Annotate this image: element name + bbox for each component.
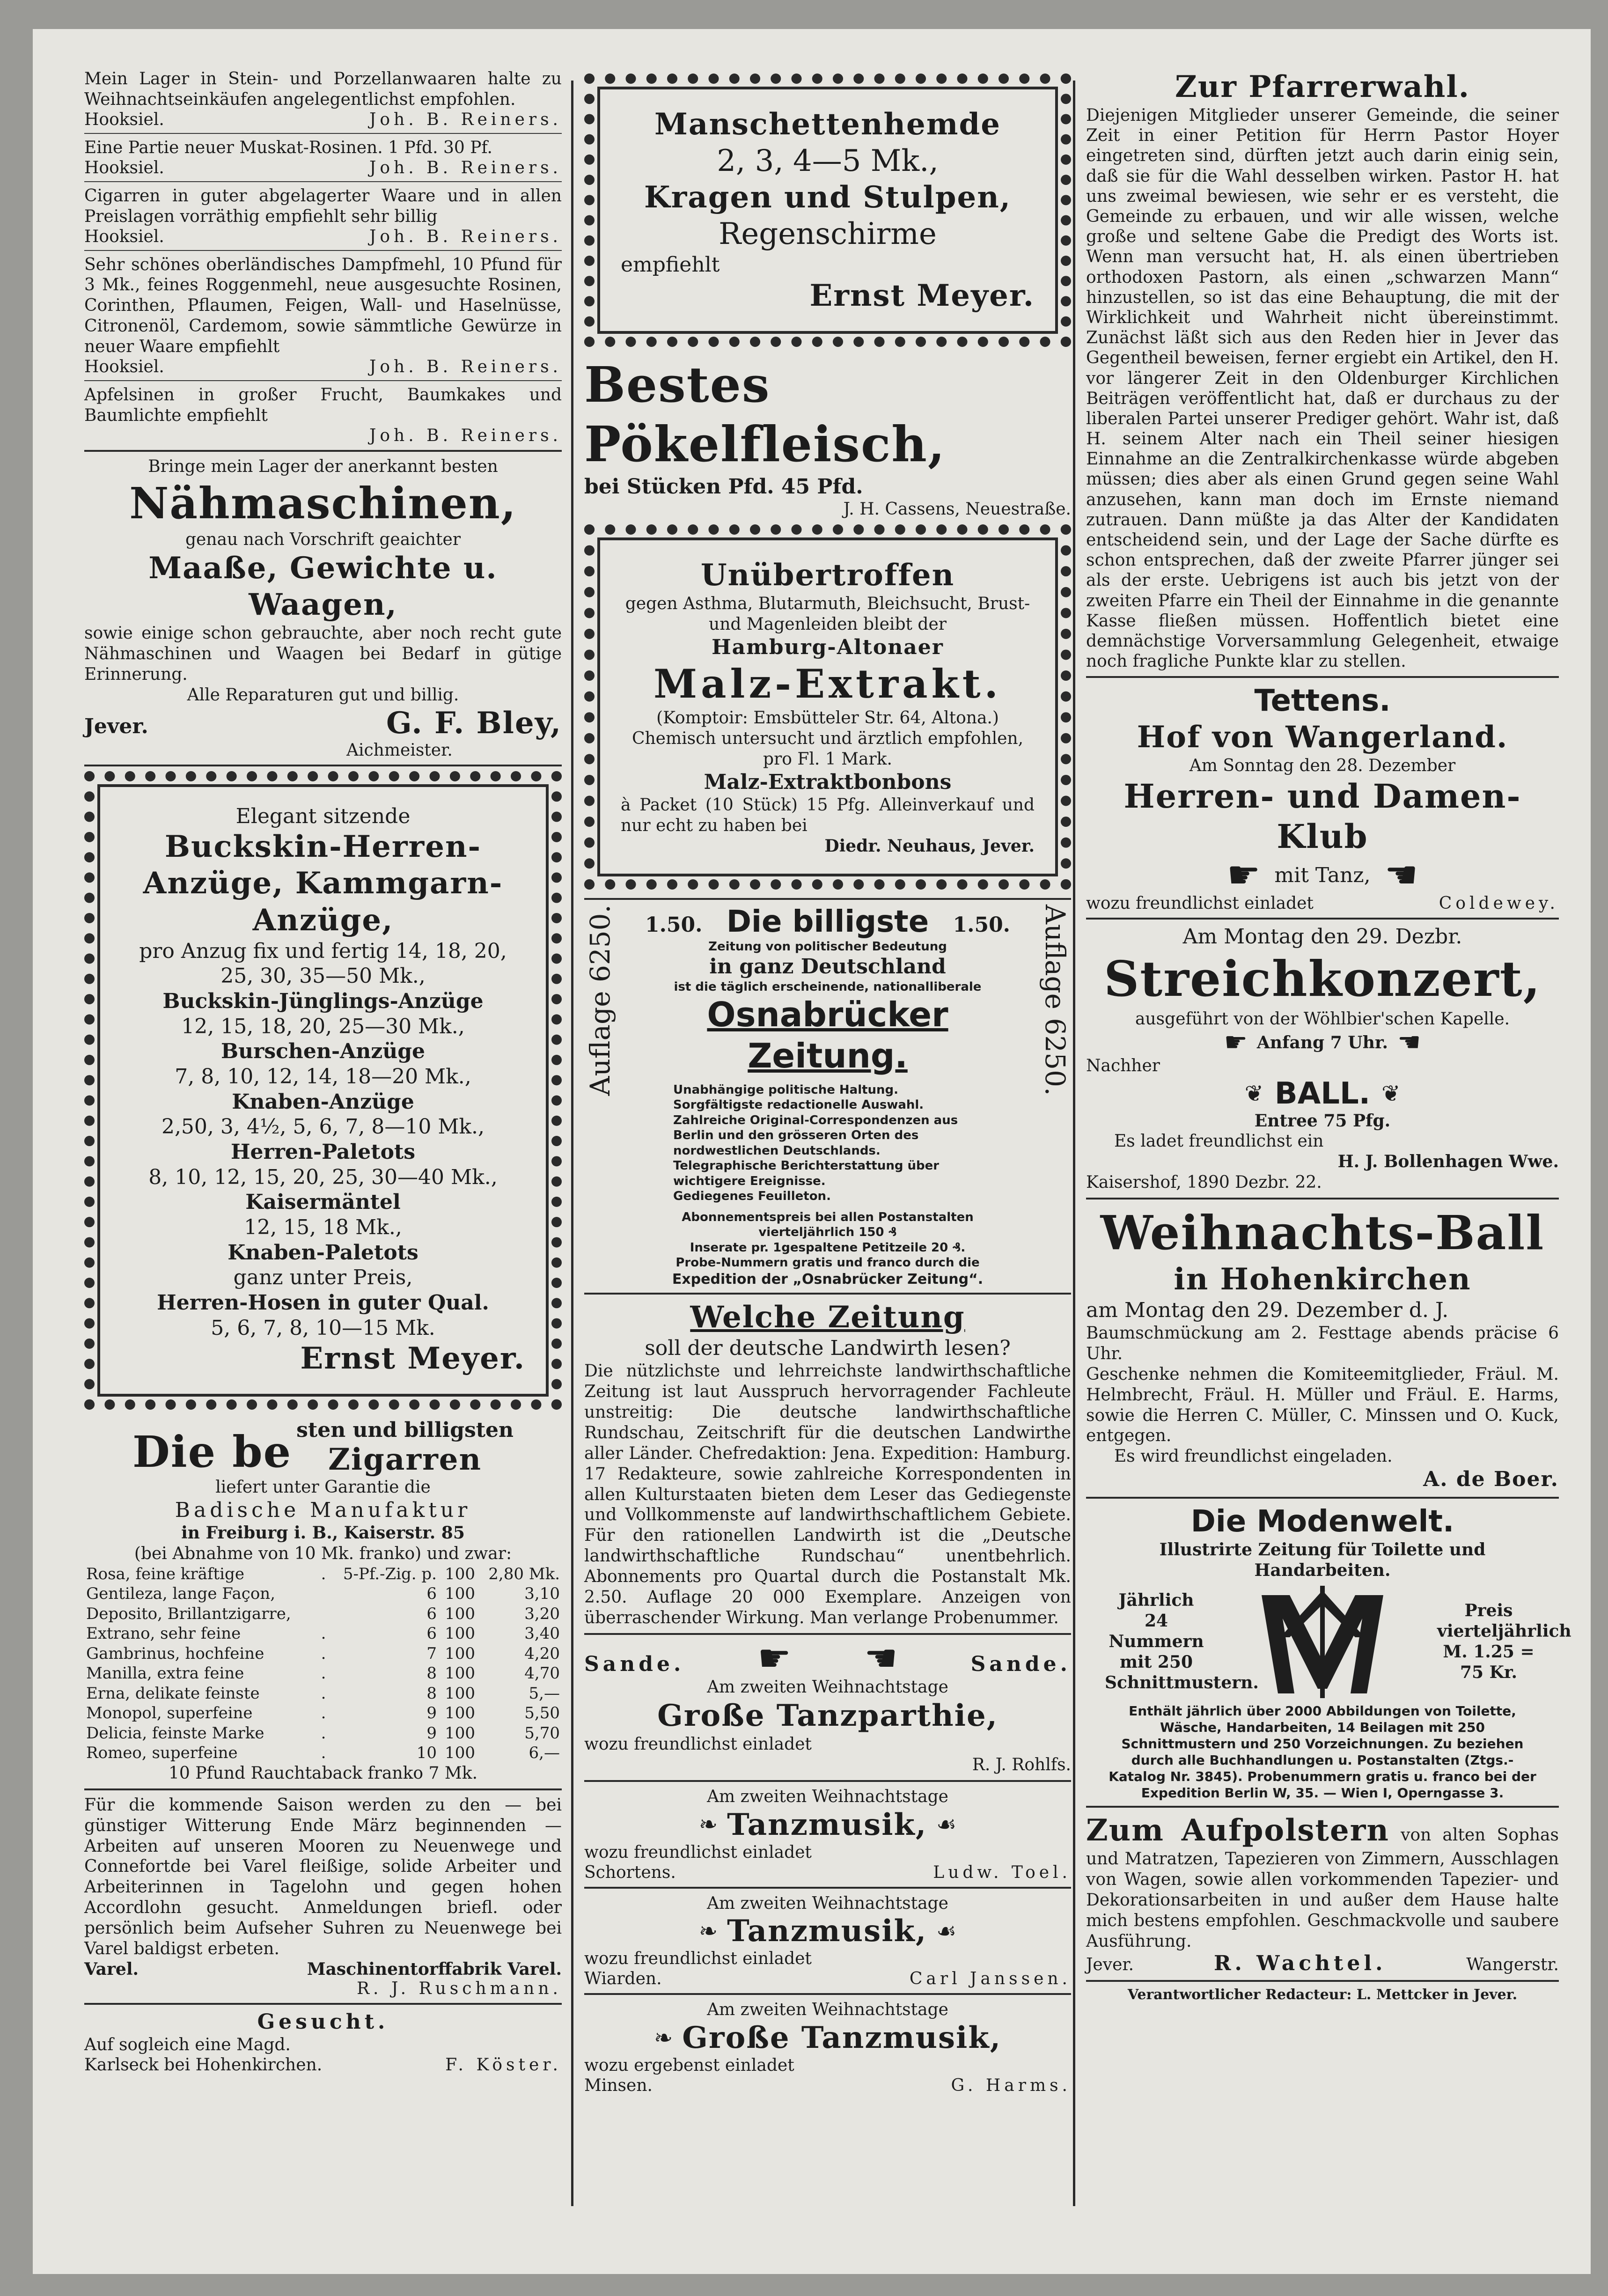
ad-subhead: Malz-Extraktbonbons bbox=[704, 770, 952, 795]
ad-headline: Bestes Pökelfleisch, bbox=[584, 356, 946, 473]
ad-place: Sande. bbox=[584, 1652, 685, 1676]
cigar-price-table bbox=[84, 1564, 562, 1763]
table-cell bbox=[319, 1604, 329, 1624]
ad-place: Varel. bbox=[84, 1959, 139, 1979]
divider bbox=[84, 450, 562, 452]
table-cell: Delicia, feinste Marke bbox=[86, 1723, 264, 1743]
ad-place: Minsen. bbox=[584, 2076, 653, 2096]
ad-signature: A. de Boer. bbox=[1423, 1467, 1559, 1492]
ad-note: Alle Reparaturen gut und billig. bbox=[187, 685, 459, 705]
table-cell: 10 bbox=[416, 1744, 437, 1763]
table-cell: 7 bbox=[426, 1644, 437, 1663]
pointing-hand-left-icon: ☚ bbox=[1397, 1027, 1421, 1058]
ad-intro: Elegant sitzende bbox=[235, 804, 411, 828]
ad-place: Hooksiel. bbox=[84, 158, 164, 177]
ad-line: (bei Abnahme von 10 Mk. franko) und zwar: bbox=[134, 1544, 512, 1563]
ornament-flourish-icon: ❦ bbox=[1381, 1080, 1401, 1107]
ad-headline: Zum Aufpolstern bbox=[1086, 1812, 1389, 1848]
ad-text: (Komptoir: Emsbütteler Str. 64, Altona.) Chemisch untersucht und ärztlich empfohlen, pro Fl. 1 Mark. bbox=[631, 708, 1024, 769]
ornament-flourish-icon: ☙ bbox=[936, 1811, 957, 1838]
ad-headline-part: Zigarren bbox=[328, 1442, 482, 1478]
table-cell: 100 bbox=[445, 1664, 476, 1683]
ad-place: Jever. bbox=[84, 714, 148, 738]
table-cell: 100 bbox=[445, 1744, 476, 1763]
ad-minsen-dance bbox=[584, 2000, 1071, 2095]
ad-line: am Montag den 29. Dezember d. J. bbox=[1086, 1298, 1449, 1323]
ad-masthead: Osnabrücker Zeitung. bbox=[707, 995, 948, 1076]
ad-prices: 8, 10, 12, 15, 20, 25, 30—40 Mk., bbox=[148, 1165, 498, 1189]
ad-schortens-dance bbox=[584, 1787, 1071, 1882]
table-cell: 100 bbox=[445, 1604, 476, 1623]
ad-bullet: Unabhängige politische Haltung. bbox=[673, 1082, 899, 1097]
divider bbox=[1086, 1497, 1559, 1499]
ad-place: Schortens. bbox=[584, 1862, 676, 1882]
table-cell: 5,50 bbox=[524, 1704, 560, 1723]
ad-sande-dance bbox=[584, 1636, 1071, 1775]
table-row bbox=[84, 1723, 562, 1744]
ad-subhead: BALL. bbox=[1274, 1076, 1371, 1111]
ad-subline: genau nach Vorschrift geaichter bbox=[185, 530, 461, 550]
ad-line: Am zweiten Weihnachtstage bbox=[707, 1677, 948, 1697]
ad-peat-factory bbox=[84, 1795, 562, 1998]
table-cell: Extrano, sehr feine bbox=[86, 1624, 241, 1643]
ad-text: Cigarren in guter abgelagerter Waare und in allen Preislagen vorräthig empfiehlt sehr billig bbox=[84, 186, 562, 226]
ad-signature: Ludw. Toel. bbox=[933, 1862, 1071, 1882]
ad-signature: Coldewey. bbox=[1439, 894, 1559, 913]
ad-headline: Hof von Wangerland. bbox=[1137, 720, 1508, 755]
ad-headline: Weihnachts-Ball bbox=[1100, 1205, 1545, 1261]
ad-headline: Tanzmusik, bbox=[727, 1807, 927, 1842]
table-cell: Gambrinus, hochfeine bbox=[86, 1644, 264, 1663]
table-cell: 100 bbox=[445, 1564, 476, 1583]
table-cell: . bbox=[321, 1684, 326, 1703]
table-cell: 100 bbox=[445, 1644, 476, 1663]
ad-signature: Joh. B. Reiners. bbox=[369, 357, 562, 377]
editor-footer: Verantwortlicher Redacteur: L. Mettcker in Jever. bbox=[1127, 1987, 1518, 2003]
ad-headline: Buckskin-Herren- bbox=[164, 829, 482, 865]
divider bbox=[84, 765, 562, 766]
ad-subhead: Illustrirte Zeitung für Toilette und Handarbeiten. bbox=[1159, 1540, 1486, 1580]
ad-headline: Die billigste bbox=[726, 904, 929, 939]
ad-prices: 7, 8, 10, 12, 14, 18—20 Mk., bbox=[175, 1064, 471, 1089]
ad-landwirth-zeitung bbox=[584, 1299, 1071, 1628]
ad-text: Mein Lager in Stein- und Porzellanwaaren halte zu Weihnachtseinkäufen angelegentlichst empfohlen. bbox=[84, 69, 562, 109]
ad-headline: Große Tanzmusik, bbox=[682, 2020, 1001, 2056]
ad-place: Hooksiel. bbox=[84, 227, 164, 246]
table-cell: 9 bbox=[426, 1723, 437, 1743]
ad-headline: Die be bbox=[132, 1427, 292, 1478]
ad-menswear-box bbox=[84, 771, 562, 1410]
table-cell: 9 bbox=[426, 1704, 437, 1723]
ad-signature: F. Köster. bbox=[445, 2055, 562, 2075]
ad-prices: 5, 6, 7, 8, 10—15 Mk. bbox=[211, 1316, 435, 1340]
divider bbox=[84, 133, 562, 134]
table-cell: Gentileza, lange Façon, bbox=[86, 1584, 276, 1604]
ad-modenwelt bbox=[1086, 1503, 1571, 1801]
table-cell: . bbox=[321, 1664, 326, 1683]
ad-place: Hooksiel. bbox=[84, 110, 164, 129]
ad-lead: wozu freundlichst einladet bbox=[1086, 894, 1314, 913]
ad-signature: Joh. B. Reiners. bbox=[369, 110, 562, 129]
article-text: Diejenigen Mitglieder unserer Gemeinde, die seiner Zeit in einer Petition für Herrn Pastor Hoyer eingetreten sind, dürften jetzt auch darin einig sein, daß sie für die Wahl desselben wirken. Pastor H. hat uns zweimal bewiesen, wie sehr er es versteht, die Gemeinde zu erbauen, und wir alle wissen, welche große und seltene Gabe die Predigt des Worts ist. Wenn man versucht hat, H. als einen übertrieben orthodoxen Pastorn, als einen „schwarzen Mann“ hinzustellen, so ist das eine Behauptung, die mit der Wirklichkeit und Wahrheit nicht übereinstimmt. Zunächst läßt sich aus den Reden hier in Jever das Gegentheil beweisen, ferner ergiebt ein Artikel, den H. vor längerer Zeit in den Oldenburger Kirchlichen Beiträgen veröffentlicht hat, daß er durchaus zu der liberalen Partei unserer Prediger gehört. Wahr ist, daß H. seinem Alter nach ein Theil seiner hiesigen Einnahme an die Zentralkirchenkasse würde abgeben müssen; dies aber als einen Grund gegen seine Wahl anzusehen, kann man doch im Ernste niemand zutrauen. Dann müßte ja das Alter der Kandidaten entscheidend sein, und der Lage der Sache dürfte es schon entsprechen, daß der zweite Pfarrer jünger sei als der erste. Uebrigens ist auch bis jetzt von der zweiten Pfarre ein Theil der Einnahme in die genannte Kasse fließen müssen. Hoffentlich bietet eine demnächstige Vorversammlung Gelegenheit, etwaige noch fragliche Punkte klar zu stellen. bbox=[1086, 106, 1559, 671]
column-rule bbox=[1073, 81, 1075, 2206]
ad-signature: Diedr. Neuhaus, Jever. bbox=[824, 836, 1035, 856]
table-cell: 2,80 Mk. bbox=[488, 1564, 560, 1583]
divider bbox=[584, 1293, 1071, 1295]
ad-lead: wozu freundlichst einladet bbox=[584, 1842, 812, 1862]
ad-subhead: Herren-Hosen in guter Qual. bbox=[157, 1291, 489, 1315]
ad-firm: Maschinentorffabrik Varel. bbox=[307, 1959, 562, 1979]
ad-subhead: Burschen-Anzüge bbox=[220, 1039, 426, 1064]
ad-line: Badische Manufaktur bbox=[175, 1498, 471, 1523]
ad-line: Entree 75 Pfg. bbox=[1254, 1111, 1391, 1131]
ad-intro: Bringe mein Lager der anerkannt besten bbox=[148, 456, 498, 476]
table-cell: 8 bbox=[426, 1684, 437, 1703]
ad-headline: Tanzmusik, bbox=[727, 1913, 927, 1949]
table-row bbox=[84, 1584, 562, 1604]
ad-line: in Freiburg i. B., Kaiserstr. 85 bbox=[181, 1523, 465, 1543]
ad-headline: Anzüge, Kammgarn- bbox=[143, 866, 503, 901]
table-cell: . bbox=[321, 1704, 326, 1723]
ad-headline: Welche Zeitung bbox=[690, 1300, 965, 1335]
ad-signature: R. Wachtel. bbox=[1213, 1951, 1387, 1976]
ad-lead: empfiehlt bbox=[621, 253, 720, 277]
ad-line: Am zweiten Weihnachtstage bbox=[707, 2000, 948, 2020]
ad-headline: Unübertroffen bbox=[700, 558, 955, 593]
divider bbox=[84, 250, 562, 251]
table-cell: 100 bbox=[445, 1684, 476, 1703]
ad-signature: Ernst Meyer. bbox=[809, 278, 1035, 313]
divider bbox=[1086, 1806, 1559, 1808]
table-cell: Monopol, superfeine bbox=[86, 1704, 253, 1723]
ad-subhead: Knaben-Anzüge bbox=[232, 1089, 414, 1114]
table-cell: 3,10 bbox=[524, 1584, 560, 1604]
ad-place: Kaisershof, 1890 Dezbr. 22. bbox=[1086, 1173, 1322, 1192]
ad-line: Abonnementspreis bei allen Postanstalten vierteljährlich 150 ₰ bbox=[682, 1210, 974, 1240]
column-3 bbox=[1086, 69, 1571, 2004]
ad-place: Sande. bbox=[970, 1652, 1071, 1676]
table-row bbox=[84, 1624, 562, 1644]
pointing-hand-right-icon: ☛ bbox=[757, 1636, 792, 1680]
ad-maid-wanted bbox=[84, 2009, 562, 2075]
table-cell: 5-Pf.-Zig. p. bbox=[343, 1564, 437, 1583]
ad-text: Die nützlichste und lehrreichste landwirthschaftliche Zeitung ist laut Ausspruch hervorragender Fachleute unstreitig: Die deutsche landwirthschaftliche Rundschau, Zeitschrift für die deutschen Landwirthe aller Länder. Chefredaktion: Jena. Expedition: Hamburg. 17 Redakteure, sowie zahlreiche Korrespondenten in allen Kulturstaaten bieten dem Leser das Gediegenste und Vollkommenste auf landwirthschaftlichem Gebiete. Für den rationellen Landwirth ist die „Deutsche landwirthschaftliche Rundschau“ unentbehrlich. Abonnements pro Quartal durch die Postanstalt Mk. 2.50. Auflage 20 000 Exemplare. Anzeigen von überraschender Wirkung. Man verlange Probenummer. bbox=[584, 1361, 1071, 1627]
table-row bbox=[84, 1644, 562, 1664]
ad-raisins bbox=[84, 138, 562, 177]
divider bbox=[584, 1993, 1071, 1995]
ad-headline: Manschettenhemde bbox=[654, 107, 1001, 142]
ad-subhead: in ganz Deutschland bbox=[709, 955, 946, 979]
ad-text: Enthält jährlich über 2000 Abbildungen von Toilette, Wäsche, Handarbeiten, 14 Beilagen mit 250 Schnittmustern und 250 Vorzeichnungen. Zu beziehen durch alle Buchhandlungen u. Postanstalten (Ztgs.-Katalog Nr. 3845). Probenummern gratis u. franco bei der Expedition Berlin W, 35. — Wien I, Operngasse 3. bbox=[1109, 1703, 1536, 1801]
ad-prices: 12, 15, 18, 20, 25—30 Mk., bbox=[181, 1014, 465, 1038]
column-1 bbox=[84, 69, 562, 2075]
ad-headline: Gesucht. bbox=[257, 2009, 389, 2034]
ad-shirts-box bbox=[584, 74, 1071, 347]
ad-line: Inserate pr. 1gespaltene Petitzeile 20 ₰. bbox=[690, 1240, 966, 1255]
ad-bullet: Gediegenes Feuilleton. bbox=[673, 1189, 831, 1204]
ad-string-concert bbox=[1086, 924, 1559, 1193]
ornament-flourish-icon: ❧ bbox=[698, 1811, 718, 1838]
ad-subhead: Regenschirme bbox=[719, 217, 937, 252]
divider bbox=[1086, 676, 1559, 678]
ad-subhead: Malz-Extrakt. bbox=[653, 660, 1002, 707]
ad-signature: Joh. B. Reiners. bbox=[369, 426, 562, 445]
ad-text: Geschenke nehmen die Komiteemitglieder, Fräul. M. Helmbrecht, Fräul. H. Müller und Fräul. E. Harms, sowie die Herren C. Müller, C. Minssen und O. Kuck, entgegen. bbox=[1086, 1364, 1559, 1446]
table-cell: 3,40 bbox=[524, 1624, 560, 1643]
ad-line: Am Sonntag den 28. Dezember bbox=[1189, 756, 1456, 776]
ad-text: à Packet (10 Stück) 15 Pfg. Alleinverkauf und nur echt zu haben bei bbox=[621, 795, 1035, 835]
ad-osnabruecker-zeitung bbox=[584, 905, 1071, 1288]
table-row bbox=[84, 1663, 562, 1684]
ad-wiarden-dance bbox=[584, 1893, 1071, 1989]
ad-text: Für die kommende Saison werden zu den — bei günstiger Witterung Ende März beginnenden — Arbeiten auf unseren Mooren zu Neuenwege und Connefortde bei Varel fleißige, solide Arbeiter und Arbeiterinnen in Tagelohn und gegen hohen Accordlohn gesucht. Anmeldungen briefl. oder persönlich beim Aufseher Suhren zu Neuenwege bei Varel baldigst erbeten. bbox=[84, 1795, 562, 1959]
ad-line: Am Montag den 29. Dezbr. bbox=[1182, 925, 1462, 949]
ad-line: ist die täglich erscheinende, nationalliberale bbox=[674, 979, 982, 994]
table-cell: 8 bbox=[426, 1664, 437, 1683]
ad-line: 10 Pfund Rauchtaback franko 7 Mk. bbox=[168, 1763, 478, 1783]
ad-place-head: Tettens. bbox=[1254, 684, 1391, 719]
table-cell: 3,20 bbox=[524, 1604, 560, 1623]
ad-bullet: Sorgfältigste redactionelle Auswahl. bbox=[673, 1098, 924, 1112]
ad-line: Am zweiten Weihnachtstage bbox=[707, 1787, 948, 1806]
ad-signature: Carl Janssen. bbox=[909, 1969, 1071, 1989]
ad-lead: wozu freundlichst einladet bbox=[584, 1734, 812, 1754]
ad-subhead: Kaisermäntel bbox=[245, 1190, 401, 1214]
ad-line: Zeitung von politischer Bedeutung bbox=[708, 939, 947, 954]
ad-prices: 12, 15, 18 Mk., bbox=[244, 1215, 402, 1239]
ad-headline: Maaße, Gewichte u. Waagen, bbox=[148, 550, 498, 622]
ad-signature: Joh. B. Reiners. bbox=[369, 158, 562, 177]
divider bbox=[584, 1633, 1071, 1635]
ornament-flourish-icon: ❧ bbox=[698, 1918, 718, 1944]
table-cell: . bbox=[321, 1564, 326, 1583]
ornament-flourish-icon: ❦ bbox=[1244, 1080, 1263, 1107]
pointing-hand-left-icon: ☚ bbox=[864, 1636, 898, 1680]
divider bbox=[84, 2003, 562, 2005]
divider bbox=[1086, 918, 1559, 920]
ad-place: Karlseck bei Hohenkirchen. bbox=[84, 2055, 323, 2075]
ad-signature: R. J. Rohlfs. bbox=[972, 1755, 1071, 1774]
ad-street: Wangerstr. bbox=[1466, 1955, 1559, 1975]
divider bbox=[1086, 1980, 1559, 1982]
pointing-hand-right-icon: ☛ bbox=[1226, 853, 1261, 897]
ad-headline-part: sten und billigsten bbox=[296, 1418, 514, 1442]
ad-subhead: soll der deutsche Landwirth lesen? bbox=[645, 1336, 1011, 1361]
ad-subhead: mit Tanz, bbox=[1274, 863, 1371, 887]
ad-headline: Die Modenwelt. bbox=[1190, 1504, 1454, 1539]
table-cell: 100 bbox=[445, 1704, 476, 1723]
divider bbox=[84, 380, 562, 381]
table-row bbox=[84, 1604, 562, 1624]
ad-christmas-ball bbox=[1086, 1204, 1559, 1492]
ad-flour bbox=[84, 255, 562, 377]
table-cell: 4,70 bbox=[524, 1664, 560, 1683]
ornament-flourish-icon: ☙ bbox=[936, 1918, 957, 1944]
divider bbox=[1086, 1198, 1559, 1200]
modenwelt-monogram-icon bbox=[1252, 1581, 1393, 1703]
ad-subhead: Knaben-Paletots bbox=[228, 1240, 419, 1265]
ad-text: Sehr schönes oberländisches Dampfmehl, 10 Pfund für 3 Mk., feines Roggenmehl, neue ausgesuchte Rosinen, Corinthen, Pflaumen, Feigen, Wall- und Haselnüsse, Citronenöl, Cardemom, sowie sämmtliche Gewürze in neuer Waare empfiehlt bbox=[84, 255, 562, 357]
ad-bullet: Telegraphische Berichterstattung über wichtigere Ereignisse. bbox=[673, 1159, 940, 1188]
ad-porcelain bbox=[84, 69, 562, 129]
divider bbox=[84, 1788, 562, 1790]
ad-headline: Nähmaschinen, bbox=[129, 478, 517, 529]
ad-tettens-club bbox=[1086, 683, 1559, 913]
circulation-side-left: Auflage 6250. bbox=[584, 904, 616, 1096]
article-headline: Zur Pfarrerwahl. bbox=[1175, 69, 1470, 104]
ad-signature: G. Harms. bbox=[951, 2076, 1071, 2096]
ad-headline: Anzüge, bbox=[252, 902, 394, 938]
table-row bbox=[84, 1743, 562, 1763]
ad-headline: Streichkonzert, bbox=[1104, 949, 1541, 1008]
ad-line: liefert unter Garantie die bbox=[215, 1478, 431, 1497]
table-cell: 100 bbox=[445, 1584, 476, 1604]
ornament-flourish-icon: ❧ bbox=[654, 2024, 673, 2051]
ad-malt-extract-box bbox=[584, 524, 1071, 889]
ad-text: gegen Asthma, Blutarmuth, Bleichsucht, Brust- und Magenleiden bleibt der bbox=[625, 594, 1030, 634]
table-cell: Romeo, superfeine bbox=[86, 1744, 238, 1763]
table-cell: . bbox=[321, 1723, 326, 1743]
ad-lead: wozu freundlichst einladet bbox=[584, 1949, 812, 1969]
table-cell: Manilla, extra feine bbox=[86, 1664, 244, 1683]
table-cell bbox=[319, 1584, 329, 1604]
ad-place: Hooksiel. bbox=[84, 357, 164, 377]
ad-side-right: Preis vierteljährlich M. 1.25 = 75 Kr. bbox=[1437, 1601, 1571, 1682]
ad-lead: wozu ergebenst einladet bbox=[584, 2056, 794, 2075]
table-cell: 6,— bbox=[529, 1744, 560, 1763]
ad-cured-meat bbox=[584, 355, 1071, 520]
ad-price: 1.50. bbox=[953, 913, 1010, 937]
divider bbox=[584, 1780, 1071, 1782]
ad-bullet: Zahlreiche Original-Correspondenzen aus Berlin und den grösseren Orten des nordwestlichen Deutschlands. bbox=[673, 1113, 958, 1158]
ad-text: bei Stücken Pfd. 45 Pfd. bbox=[584, 474, 863, 499]
ad-price: 1.50. bbox=[645, 913, 703, 937]
ad-prices: pro Anzug fix und fertig 14, 18, 20, 25, 30, 35—50 Mk., bbox=[139, 939, 507, 988]
newspaper-page bbox=[33, 29, 1591, 2274]
table-cell: . bbox=[321, 1744, 326, 1763]
ad-line: Anfang 7 Uhr. bbox=[1256, 1032, 1388, 1052]
table-cell: Deposito, Brillantzigarre, bbox=[86, 1604, 291, 1623]
ad-line: Nachher bbox=[1086, 1056, 1160, 1075]
ad-text: sowie einige schon gebrauchte, aber noch recht gute Nähmaschinen und Waagen bei Bedarf in gütige Erinnerung. bbox=[84, 624, 562, 684]
ad-subhead: Buckskin-Jünglings-Anzüge bbox=[162, 989, 484, 1013]
ad-line: Am zweiten Weihnachtstage bbox=[707, 1893, 948, 1913]
table-cell: 4,20 bbox=[524, 1644, 560, 1663]
divider bbox=[84, 181, 562, 182]
ad-prices: ganz unter Preis, bbox=[233, 1266, 413, 1290]
ad-line: Baumschmückung am 2. Festtage abends präcise 6 Uhr. bbox=[1086, 1323, 1559, 1363]
ad-cigars-reiners bbox=[84, 186, 562, 246]
ad-headline: Große Tanzparthie, bbox=[657, 1698, 998, 1733]
pointing-hand-right-icon: ☛ bbox=[1224, 1027, 1248, 1058]
ad-signature: J. H. Cassens, Neuestraße. bbox=[843, 500, 1071, 519]
ad-line: ausgeführt von der Wöhlbier'schen Kapelle. bbox=[1135, 1009, 1510, 1029]
ad-upholstery bbox=[1086, 1812, 1559, 1976]
ad-cigars-baden bbox=[84, 1418, 562, 1783]
ad-signature: G. F. Bley, bbox=[386, 705, 562, 741]
divider bbox=[584, 1887, 1071, 1889]
ad-subhead: in Hohenkirchen bbox=[1174, 1262, 1471, 1297]
circulation-side-right: Auflage 6250. bbox=[1039, 904, 1071, 1096]
ad-prices: 2, 3, 4—5 Mk., bbox=[717, 144, 939, 179]
table-cell: 5,70 bbox=[524, 1723, 560, 1743]
table-row bbox=[84, 1684, 562, 1704]
table-row bbox=[84, 1703, 562, 1723]
table-cell: 6 bbox=[426, 1604, 437, 1623]
table-cell: . bbox=[321, 1644, 326, 1663]
table-cell: 5,— bbox=[529, 1684, 560, 1703]
ad-oranges bbox=[84, 385, 562, 445]
ad-side-left: Jährlich 24 Nummern mit 250 Schnittmustern. bbox=[1105, 1590, 1259, 1693]
table-cell: Rosa, feine kräftige bbox=[86, 1564, 244, 1583]
divider bbox=[584, 898, 1071, 900]
ad-line: Es wird freundlichst eingeladen. bbox=[1114, 1447, 1393, 1466]
ad-signature: Joh. B. Reiners. bbox=[369, 227, 562, 246]
pointing-hand-left-icon: ☚ bbox=[1384, 853, 1418, 897]
ad-place: Wiarden. bbox=[584, 1969, 662, 1989]
ad-lead: Es ladet freundlichst ein bbox=[1114, 1132, 1324, 1151]
ad-text: Apfelsinen in großer Frucht, Baumkakes und Baumlichte empfiehlt bbox=[84, 385, 562, 425]
ad-line: Probe-Nummern gratis und franco durch die bbox=[676, 1256, 980, 1270]
table-cell: . bbox=[321, 1624, 326, 1643]
article-pastor-election bbox=[1086, 69, 1559, 671]
ad-subhead: Hamburg-Altonaer bbox=[712, 635, 944, 660]
ad-signature: H. J. Bollenhagen Wwe. bbox=[1337, 1152, 1559, 1172]
ad-role: Aichmeister. bbox=[346, 740, 453, 760]
ad-subhead: Kragen und Stulpen, bbox=[644, 180, 1012, 215]
ad-signature: Ernst Meyer. bbox=[300, 1341, 525, 1376]
table-cell: 6 bbox=[426, 1584, 437, 1604]
ad-text: Auf sogleich eine Magd. bbox=[84, 2035, 291, 2054]
ad-text: von alten Sophas und Matratzen, Tapezieren von Zimmern, Ausschlagen von Wagen, sowie allen vorkommenden Tapezier- und Dekorationsarbeiten in und außer dem Hause halte mich bestens empfohlen. Geschmackvolle und saubere Ausführung. bbox=[1086, 1825, 1559, 1951]
ad-subhead: Herren-Paletots bbox=[230, 1140, 416, 1164]
column-rule bbox=[571, 81, 573, 2206]
table-cell: Erna, delikate feinste bbox=[86, 1684, 260, 1703]
table-row bbox=[84, 1564, 562, 1584]
ad-prices: 2,50, 3, 4½, 5, 6, 7, 8—10 Mk., bbox=[161, 1115, 485, 1139]
ad-place: Jever. bbox=[1086, 1955, 1134, 1975]
ad-headline: Herren- und Damen-Klub bbox=[1123, 777, 1521, 856]
ad-text: Eine Partie neuer Muskat-Rosinen. 1 Pfd. 30 Pf. bbox=[84, 138, 492, 157]
column-2 bbox=[584, 69, 1071, 2095]
table-cell: 6 bbox=[426, 1624, 437, 1643]
ad-line: Expedition der „Osnabrücker Zeitung“. bbox=[672, 1271, 984, 1288]
table-cell: 100 bbox=[445, 1624, 476, 1643]
ad-sewing-machines bbox=[84, 456, 562, 760]
table-cell: 100 bbox=[445, 1723, 476, 1743]
ad-signature: R. J. Ruschmann. bbox=[356, 1979, 562, 1998]
